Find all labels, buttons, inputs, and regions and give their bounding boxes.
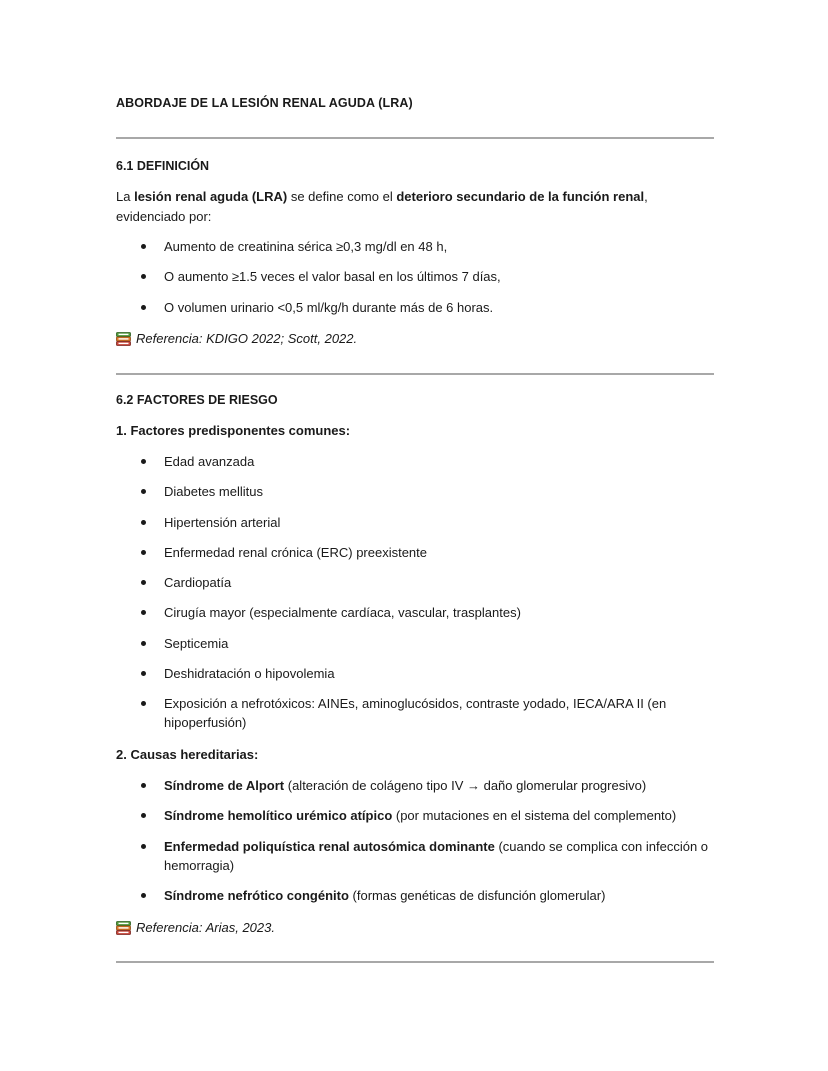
list-item (116, 603, 714, 622)
bullet-icon (141, 783, 146, 788)
definition-intro (116, 187, 714, 227)
list-item-text: Enfermedad renal crónica (ERC) preexistente (164, 544, 428, 560)
bullet-icon (141, 274, 146, 279)
bullet-icon (141, 305, 146, 310)
list-item (116, 452, 714, 471)
syndrome-detail: (cuando se complica con infección o hemorragia) (164, 838, 709, 873)
bullet-icon (141, 520, 146, 525)
list-item (116, 267, 714, 286)
horizontal-divider (116, 373, 714, 375)
list-item (116, 573, 714, 592)
list-item-text: O volumen urinario <0,5 ml/kg/h durante más de 6 horas. (164, 299, 494, 315)
syndrome-detail: (alteración de colágeno tipo IV → daño glomerular progresivo) (284, 778, 647, 793)
list-item-text: Diabetes mellitus (164, 484, 263, 500)
bullet-icon (141, 813, 146, 818)
hereditary-causes-list (116, 776, 714, 916)
bullet-icon (141, 844, 146, 849)
list-item (116, 482, 714, 501)
reference-note-definition (116, 331, 357, 346)
bullet-icon (141, 671, 146, 676)
definition-criteria-list (116, 237, 714, 328)
predisposing-factors-list (116, 452, 714, 744)
syndrome-name: Síndrome de Alport (164, 778, 285, 793)
section-heading-risk-factors: 6.2 FACTORES DE RIESGO (116, 393, 278, 407)
bullet-icon (141, 701, 146, 706)
bullet-icon (141, 580, 146, 585)
list-item-text: Exposición a nefrotóxicos: AINEs, aminoglucósidos, contraste yodado, IECA/ARA II (en hipoperfusión) (164, 696, 667, 731)
list-item (116, 664, 714, 683)
list-item (116, 543, 714, 562)
bullet-icon (141, 489, 146, 494)
intro-text: La (116, 189, 135, 204)
syndrome-name: Síndrome nefrótico congénito (164, 887, 349, 903)
document-title: ABORDAJE DE LA LESIÓN RENAL AGUDA (LRA) (116, 96, 413, 110)
list-item (116, 837, 714, 875)
list-item-text: Cardiopatía (164, 575, 232, 591)
subheading-hereditary-causes: 2. Causas hereditarias: (116, 747, 259, 762)
syndrome-detail: (formas genéticas de disfunción glomerular) (348, 887, 606, 903)
subheading-predisposing-factors: 1. Factores predisponentes comunes: (116, 423, 351, 438)
bullet-icon (141, 893, 146, 898)
bullet-icon (141, 550, 146, 555)
list-item-text: Aumento de creatinina sérica ≥0,3 mg/dl en 48 h, (164, 239, 448, 254)
intro-bold-term: lesión renal aguda (LRA) (134, 189, 288, 204)
books-icon (116, 332, 131, 346)
list-item-text: Cirugía mayor (especialmente cardíaca, vascular, trasplantes) (164, 605, 521, 621)
list-item (116, 694, 714, 732)
list-item-text: Hipertensión arterial (164, 514, 281, 530)
reference-text: Referencia: Arias, 2023. (136, 920, 275, 935)
reference-note-risk-factors (116, 920, 275, 935)
books-icon (116, 921, 131, 935)
list-item-text: O aumento ≥1.5 veces el valor basal en los últimos 7 días, (164, 269, 501, 285)
reference-text: Referencia: KDIGO 2022; Scott, 2022. (136, 331, 358, 346)
list-item (116, 237, 714, 256)
bullet-icon (141, 459, 146, 464)
intro-text: se define como el (287, 189, 397, 204)
list-item-text: Deshidratación o hipovolemia (164, 666, 335, 682)
horizontal-divider (116, 137, 714, 139)
syndrome-detail: (por mutaciones en el sistema del complemento) (392, 808, 677, 824)
list-item (116, 806, 714, 825)
list-item (116, 634, 714, 653)
intro-bold-term: deterioro secundario de la función renal (396, 189, 645, 204)
intro-text: , (644, 189, 648, 204)
syndrome-name: Síndrome hemolítico urémico atípico (164, 808, 393, 824)
horizontal-divider (116, 961, 714, 963)
bullet-icon (141, 610, 146, 615)
bullet-icon (141, 244, 146, 249)
intro-text: evidenciado por: (116, 209, 212, 224)
bullet-icon (141, 641, 146, 646)
list-item-text: Septicemia (164, 635, 229, 651)
list-item (116, 776, 714, 795)
section-heading-definition: 6.1 DEFINICIÓN (116, 159, 210, 173)
list-item (116, 513, 714, 532)
syndrome-name: Enfermedad poliquística renal autosómica dominante (164, 838, 495, 854)
list-item (116, 886, 714, 905)
list-item (116, 298, 714, 317)
list-item-text: Edad avanzada (164, 454, 255, 469)
